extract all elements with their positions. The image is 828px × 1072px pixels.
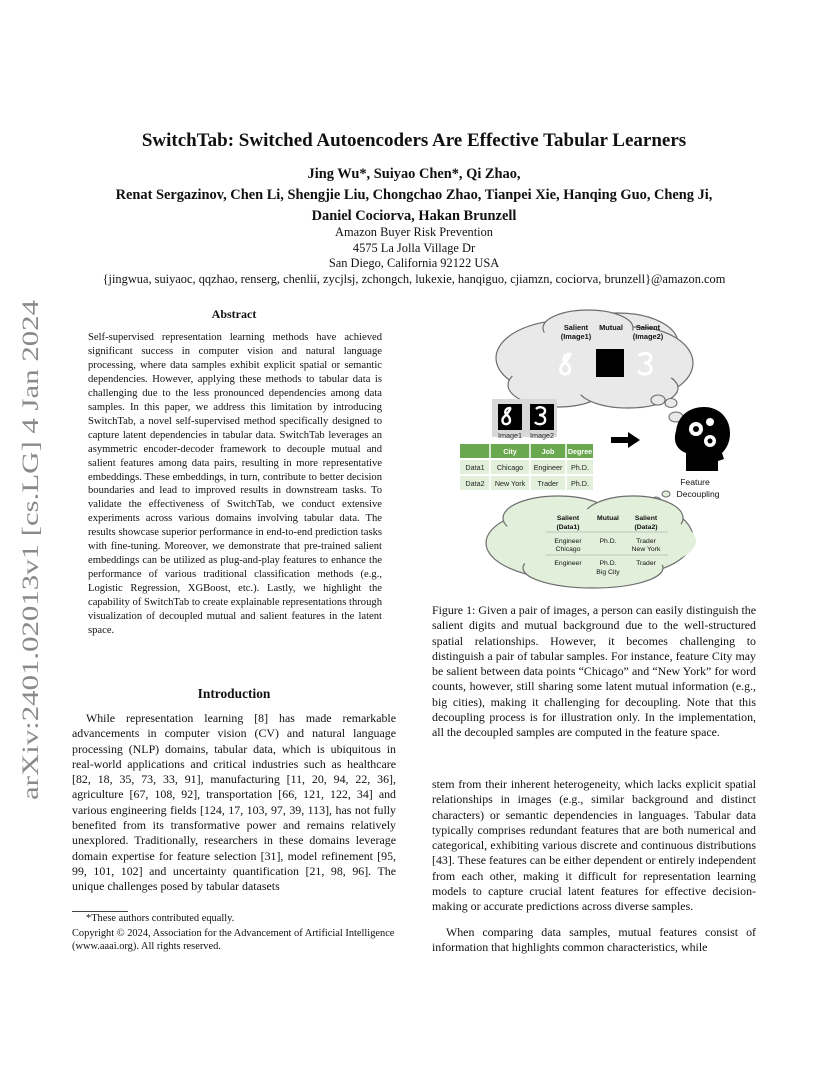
feature-label: Feature [680,477,710,487]
table-row2-degree: Ph.D. [571,479,589,488]
bottom-salient1-sub: (Data1) [556,524,580,531]
table-row2-city: New York [494,479,526,488]
bottom-salient2-sub: (Data2) [634,524,658,531]
footnote [72,913,396,926]
author-emails: {jingwua, suiyaoc, qqzhao, renserg, chenlii, zycjlsj, zchongch, lukexie, hanqiguo, cjiamzn, cociorva, brunzell}@amazon.com [102,271,726,286]
table-row1-label: Data1 [465,463,485,472]
abstract-text: Self-supervised representation learning methods have achieved significant success in computer vision and natural language processing, where data samples exhibit explicit spatial or semantic dependencies. However, applying these methods to tabular data is challenging due to the less pronounced dependencies among data samples. In this paper, we address this limitation by introducing SwitchTab, a novel self-supervised method specifically designed to capture latent dependencies in tabular data. SwitchTab leverages an asymmetric encoder-decoder framework to decouple mutual and salient features among data pairs, resulting in more representative embeddings. These embeddings, in turn, contribute to better decision boundaries and lead to improved results in downstream tasks. To validate the effectiveness of SwitchTab, we conduct extensive experiments across various domains involving tabular data. The results showcase superior performance in end-to-end prediction tasks with fine-tuning. Moreover, we demonstrate that pre-trained salient embeddings can be utilized as plug-and-play features to enhance the performance of various traditional classification methods (e.g., Logistic Regression, XGBoost, etc.). Lastly, we highlight the capability of SwitchTab to create explainable representations through visualization of decoupled mutual and salient features in the latent space. [88,332,382,637]
abstract-heading: Abstract [211,307,257,321]
bottom-cloud-fill [496,509,696,573]
footnote-text: *These authors contributed equally. [86,913,235,924]
table-header-degree: Degree [567,447,593,456]
image1-label: Image1 [498,431,522,440]
figure-1 [428,303,768,593]
affiliation-line-1: Amazon Buyer Risk Prevention [335,225,493,239]
table-row1-city: Chicago [496,463,524,472]
arxiv-stamp-text: arXiv:2401.02013v1 [cs.LG] 4 Jan 2024 [18,426,43,800]
bottom-r1-m: Ph.D. [599,538,617,545]
author-line-3: Daniel Cociorva, Hakan Brunzell [311,208,517,224]
paper-title: SwitchTab: Switched Autoencoders Are Effective Tabular Learners [141,130,687,151]
mutual-background-square [596,349,624,377]
table-header-city: City [503,447,517,456]
bottom-salient2-label: Salient [634,515,658,522]
table-row2-job: Trader [537,479,559,488]
author-list [0,164,828,227]
right-arrow-icon [611,432,640,448]
author-line-1: Jing Wu*, Suiyao Chen*, Qi Zhao, [307,166,521,182]
author-line-2: Renat Sergazinov, Chen Li, Shengjie Liu, Chongchao Zhao, Tianpei Xie, Hanqing Guo, Cheng Ji, [115,187,713,203]
bottom-mutual-label: Mutual [597,515,619,522]
table-row1-job: Engineer [533,463,563,472]
bottom-bubble-2 [662,491,670,497]
figure-caption: Figure 1: Given a pair of images, a person can easily distinguish the salient digits and mutual background due to the well-structured spatial relationships. However, it becomes challenging to distinguish a pair of tabular samples. For instance, feature City may be salient between data points “Chicago” and “New York” for word counts, however, still sharing some latent mutual information (e.g., big cities), making it challenging for decoupling. Note that this decoupling process is for illustration only. In the implementation, all the decoupled samples are computed in the feature space. [432,603,756,740]
bottom-salient1-label: Salient [556,515,580,522]
body-text-right-1: stem from their inherent heterogeneity, which lacks explicit spatial relationships in images (e.g., similar background and distinct characters) or semantic dependencies in languages. Tabular data typically comprises redundant features that are both numerical and categorical, exhibiting various discrete and continuous distributions [43]. These features can be either dependent or entirely independent from each other, making it difficult for representation learning models to capture crucial latent features for effective decision-making or accurate predictions across diverse samples. [432,777,756,914]
affiliation-line-3: San Diego, California 92122 USA [328,256,500,271]
top-salient2-sub: (Image2) [632,332,664,341]
table-row1-degree: Ph.D. [571,463,589,472]
bottom-r1-s2b: New York [631,546,661,553]
arxiv-stamp [4,297,48,802]
image2-label: Image2 [530,431,554,440]
top-salient1-label: Salient [563,323,589,332]
table-header-job: Job [541,447,555,456]
decoupling-label: Decoupling [676,489,720,499]
top-salient1-sub: (Image1) [560,332,592,341]
footnote-rule [72,911,128,912]
top-mutual-label: Mutual [599,323,623,332]
table-row2-label: Data2 [465,479,485,488]
thought-bubbles [651,395,683,422]
bottom-r1-s2a: Trader [636,538,656,545]
copyright-notice: Copyright © 2024, Association for the Advancement of Artificial Intelligence (www.aaai.org). All rights reserved. [72,928,395,953]
bottom-r2-s1: Engineer [554,560,582,567]
bottom-r2-s2: Trader [636,560,656,567]
top-salient2-label: Salient [635,323,661,332]
introduction-heading: Introduction [197,686,271,701]
affiliation [0,225,828,287]
introduction-text: While representation learning [8] has made remarkable advancements in computer vision (CV) and natural language processing (NLP) domains, tabular data, which is ubiquitous in real-world applications and critical industries such as healthcare [82, 18, 35, 73, 33, 91], manufacturing [11, 20, 94, 22, 36], agriculture [67, 108, 92], transportation [66, 121, 122, 34] and various engineering fields [124, 17, 103, 97, 39, 113], has not fully benefited from its transformative power and remains relatively unexplored. Traditionally, researchers in these domains leverage domain expertise for feature selection [31], model refinement [95, 99, 101, 102] and uncertainty quantification [21, 98, 96]. The unique challenges posed by tabular datasets [72,711,396,894]
bottom-r1-s1b: Chicago [555,546,581,553]
tabular-example [460,444,593,490]
affiliation-line-2: 4575 La Jolla Village Dr [352,240,476,255]
head-gears-icon [675,407,730,471]
body-text-right-2: When comparing data samples, mutual features consist of information that highlights common characteristics, while [432,925,756,955]
bottom-r2-mb: Big City [596,569,620,576]
bottom-r1-s1a: Engineer [554,538,582,545]
bottom-r2-ma: Ph.D. [599,560,617,567]
